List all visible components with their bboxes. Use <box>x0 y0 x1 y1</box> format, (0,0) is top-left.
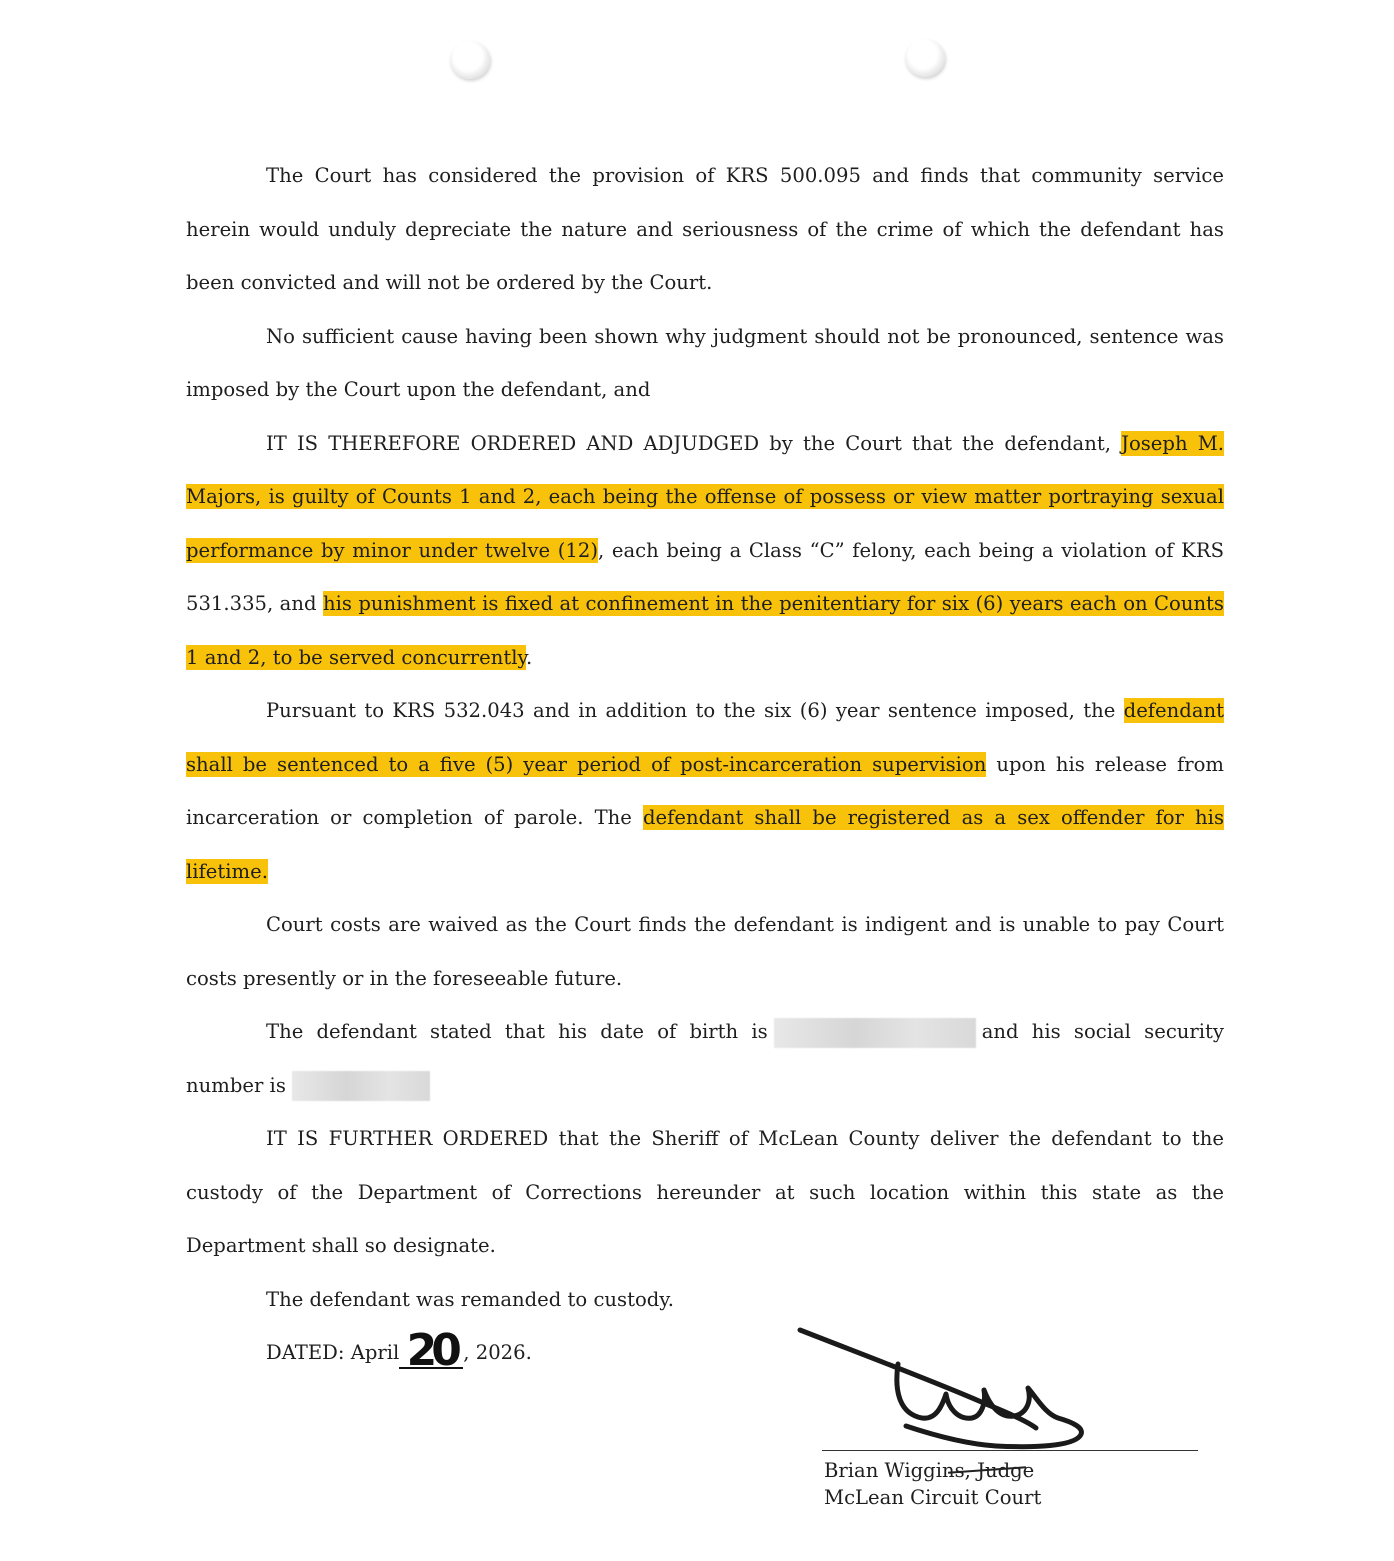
paragraph-community-service <box>186 149 1224 310</box>
paragraph-text: IT IS THEREFORE ORDERED AND ADJUDGED by the Court that the defendant, <box>266 431 1122 455</box>
paragraph-text: Court costs are waived as the Court finds the defendant is indigent and is unable to pay Court costs presently or in the foreseeable future. <box>186 913 1224 990</box>
court-name: McLean Circuit Court <box>824 1486 1042 1509</box>
paragraph-text: , each being a Class “C” felony, each being a violation of KRS 531.335, and <box>186 538 1224 615</box>
dated-suffix: , 2026. <box>463 1341 532 1364</box>
paragraph-birth-ssn <box>186 1005 1224 1112</box>
highlight-supervision: defendant shall be sentenced to a five (5) year period of post-incarceration supervision <box>186 699 1224 776</box>
paragraph-ordered-adjudged <box>186 417 1224 685</box>
redacted-date-of-birth <box>774 1018 976 1048</box>
highlight-punishment: his punishment is fixed at confinement in the penitentiary for six (6) years each on Counts 1 and 2, to be served concurrently <box>186 592 1224 669</box>
paragraph-text: The defendant stated that his date of birth is <box>266 1020 768 1043</box>
handwritten-day: 20 <box>399 1331 463 1371</box>
paragraph-text: No sufficient cause having been shown why judgment should not be pronounced, sentence was imposed by the Court upon the defendant, and <box>186 324 1224 401</box>
paragraph-text: IT IS FURTHER ORDERED that the Sheriff of McLean County deliver the defendant to the custody of the Department of Corrections hereunder at such location within this state as the Department shall so designate. <box>186 1127 1224 1257</box>
judge-name: Brian Wiggins, Judge <box>824 1459 1035 1482</box>
paragraph-text: Pursuant to KRS 532.043 and in addition to the six (6) year sentence imposed, the <box>266 699 1124 722</box>
signature-line <box>822 1450 1198 1451</box>
punch-hole-right <box>905 39 945 77</box>
highlight-guilty-counts: Joseph M. Majors, is guilty of Counts 1 and 2, each being the offense of possess or view matter portraying sexual performance by minor under twelve (12) <box>186 431 1224 562</box>
paragraph-post-incarceration <box>186 684 1224 898</box>
paragraph-sentence-imposed <box>186 310 1224 417</box>
paragraph-further-ordered <box>186 1112 1224 1273</box>
document-body <box>186 149 1224 1380</box>
paragraph-text: . <box>525 645 533 669</box>
paragraph-remanded <box>186 1273 1224 1327</box>
punch-hole-left <box>450 41 490 79</box>
highlight-sex-offender-registration: defendant shall be registered as a sex offender for his lifetime. <box>186 806 1224 883</box>
paragraph-text: The Court has considered the provision of KRS 500.095 and finds that community service herein would unduly depreciate the nature and seriousness of the crime of which the defendant has been convicted and will not be ordered by the Court. <box>186 164 1224 294</box>
signature-scribble-icon <box>796 1322 1206 1462</box>
paragraph-text: upon his release from incarceration or completion of parole. The <box>186 752 1224 829</box>
redacted-ssn <box>292 1071 430 1101</box>
paragraph-text: and his social security number is <box>186 1020 1224 1097</box>
signature-block <box>796 1322 1206 1522</box>
dated-prefix: DATED: April <box>266 1341 400 1364</box>
paragraph-text: The defendant was remanded to custody. <box>266 1287 675 1311</box>
paragraph-court-costs <box>186 898 1224 1005</box>
